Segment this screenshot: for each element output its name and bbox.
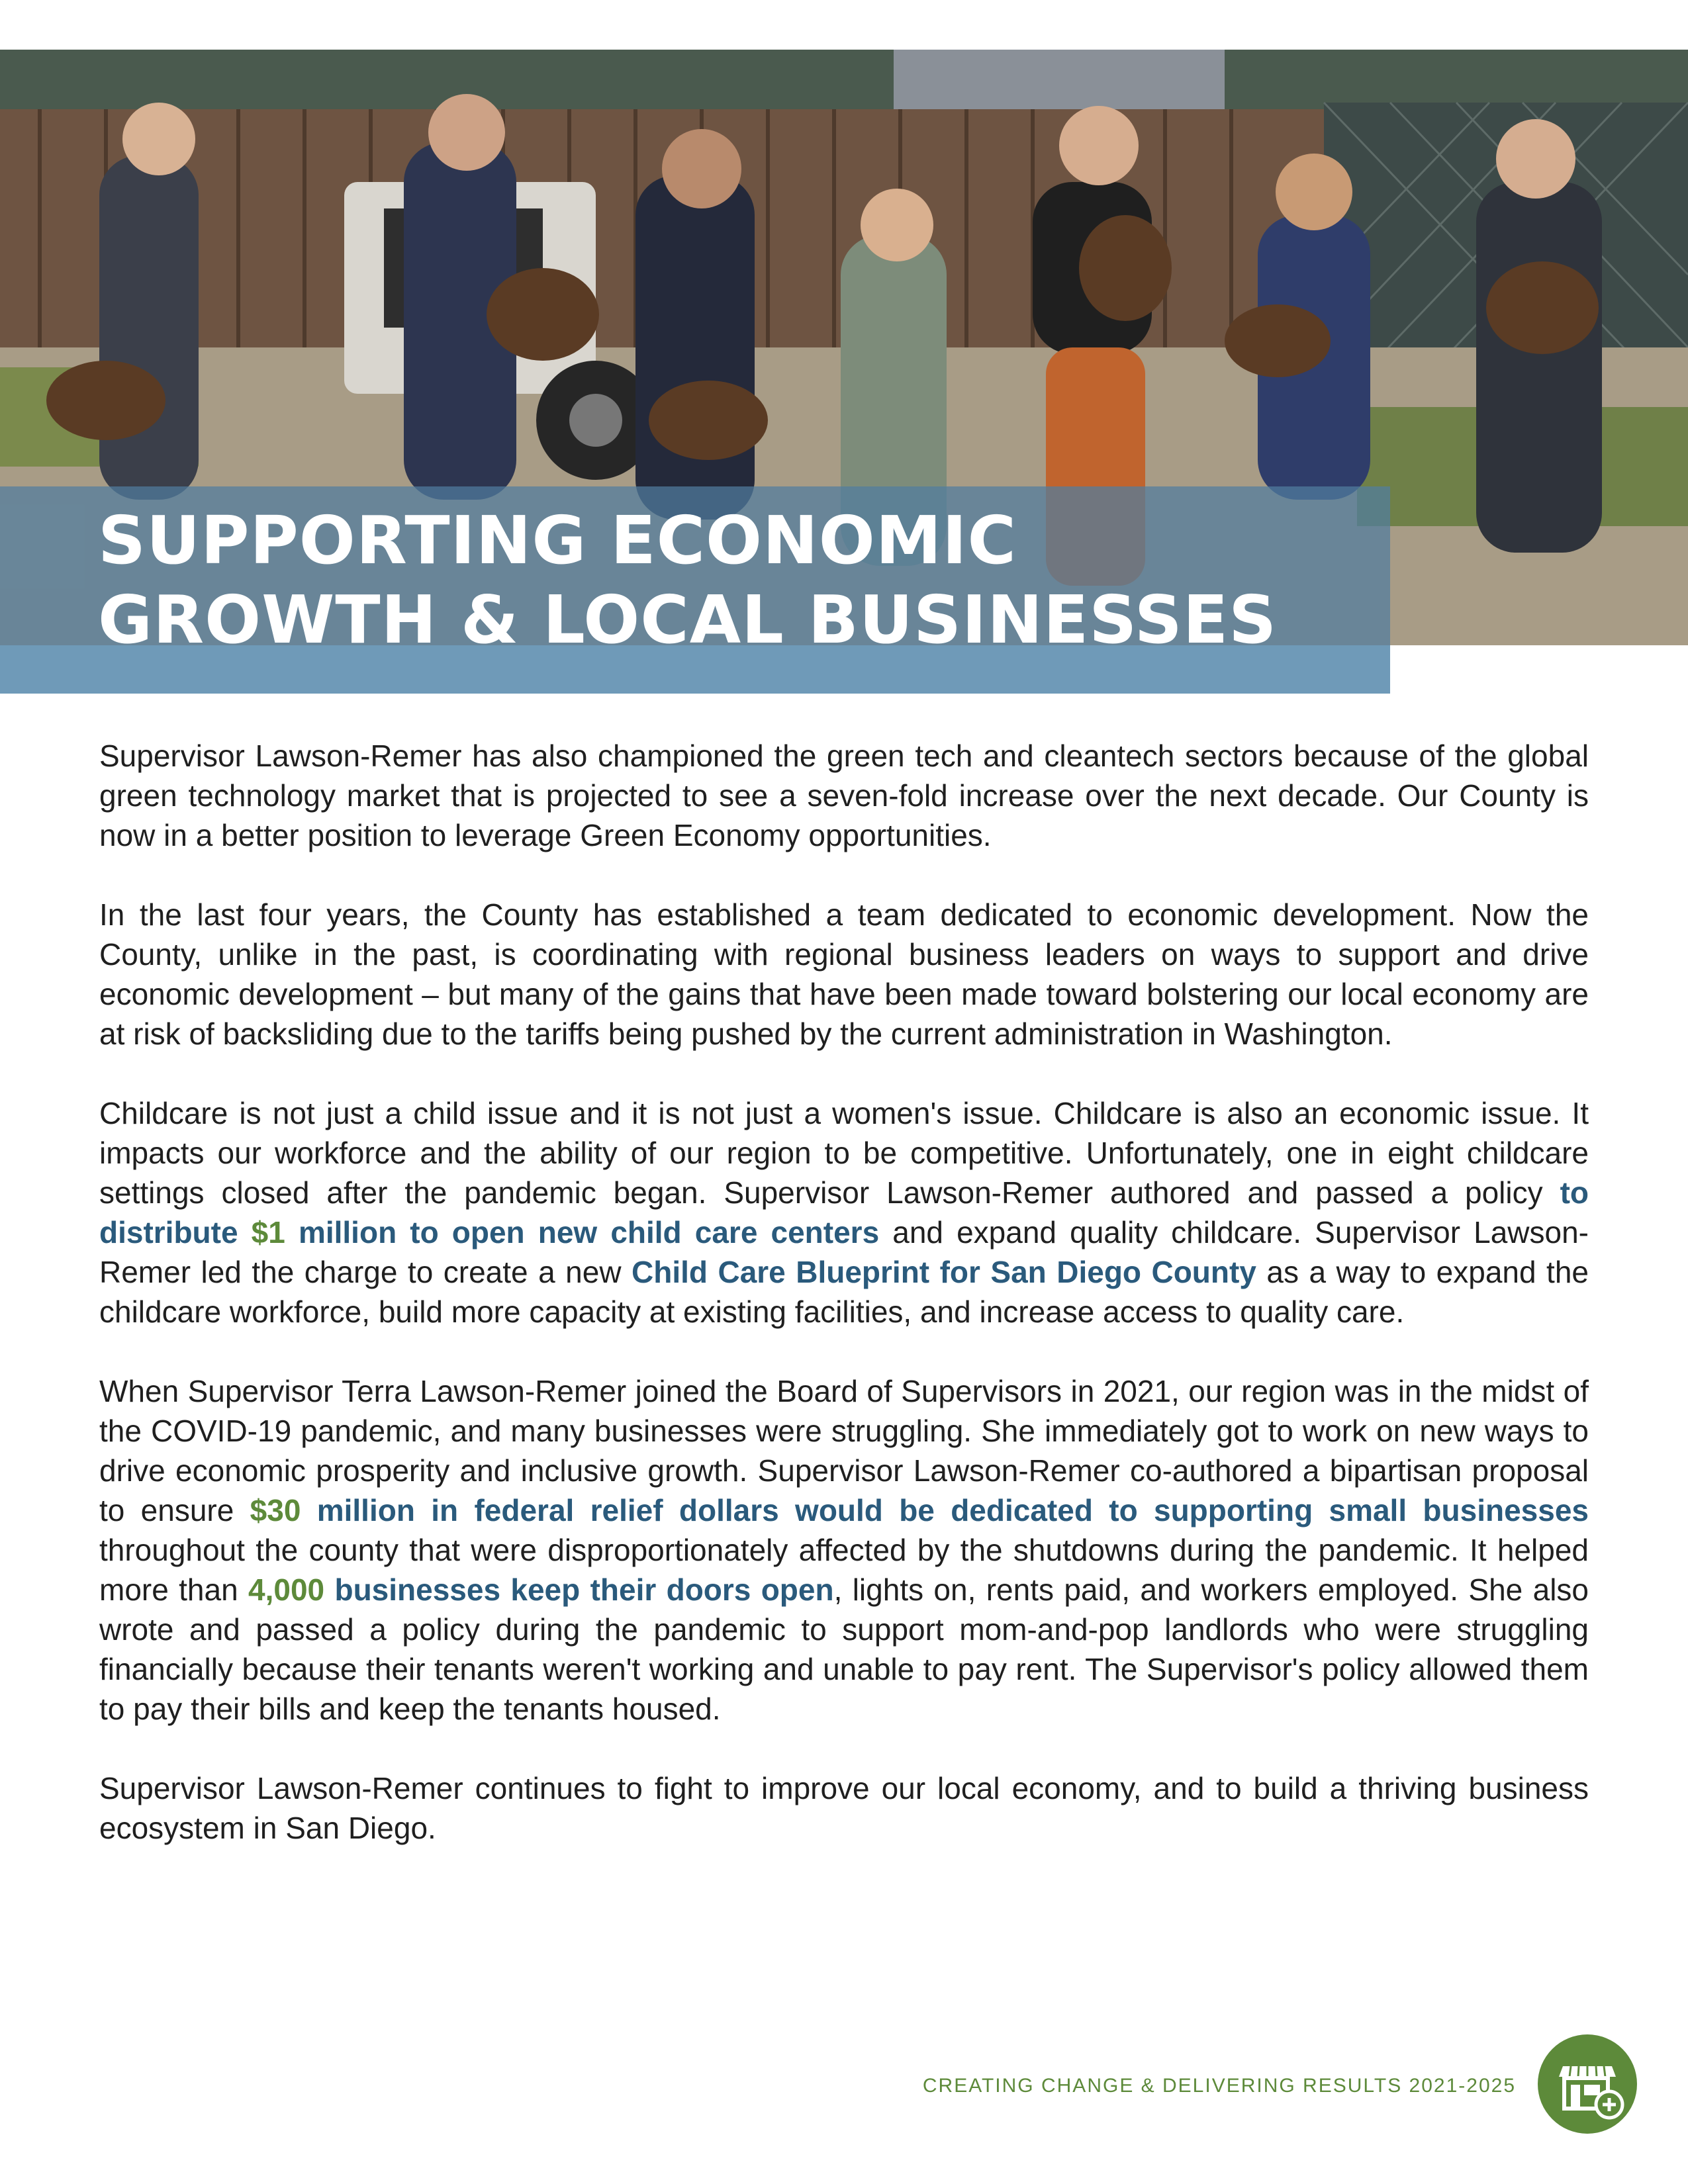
title-line-2: GROWTH & LOCAL BUSINESSES [98, 581, 1278, 659]
small-business-relief-link[interactable]: $30 million in federal relief dollars would be dedicated to supporting small businesses [250, 1493, 1589, 1527]
footer-label: CREATING CHANGE & DELIVERING RESULTS 2021-2025 [922, 2075, 1516, 2097]
paragraph-economic-development: In the last four years, the County has established a team dedicated to economic development. Now the County, unlike in the past, is coordinating with regional business leaders on ways to support and drive economic development – but many of the gains that have been made toward bolstering our local economy are at risk of backsliding due to the tariffs being pushed by the current administration in Washington. [99, 897, 1589, 1051]
paragraph-childcare [99, 1093, 1589, 1332]
text-run: When Supervisor Terra Lawson-Remer joined the Board of Supervisors in 2021, our region was in the midst of the COVID-19 pandemic, and many businesses were struggling. She immediately got to work on new ways to drive economic prosperity and inclusive growth. Supervisor Lawson-Remer co-authored a bipartisan proposal to ensure [99, 1374, 1589, 1527]
text-run: and expand quality childcare. Supervisor Lawson-Remer led the charge to create a new [99, 1215, 1589, 1289]
storefront-plus-icon [1538, 2034, 1637, 2134]
article-body [99, 736, 1589, 1888]
text-run: throughout the county that were disproportionately affected by the shutdowns during the pandemic. It helped more than [99, 1533, 1589, 1607]
text-run: as a way to expand the childcare workforce, build more capacity at existing facilities, and increase access to quality care. [99, 1255, 1589, 1329]
page-title [98, 501, 1277, 660]
text-run: , lights on, rents paid, and workers employed. She also wrote and passed a policy during the pandemic to support mom-and-pop landlords who were struggling financially because their tenants weren't working and unable to pay rent. The Supervisor's policy allowed them to pay their bills and keep the tenants housed. [99, 1572, 1589, 1726]
child-care-centers-link[interactable]: to distribute $1 million to open new child care centers [99, 1175, 1589, 1250]
businesses-open-link[interactable]: 4,000 businesses keep their doors open [248, 1572, 834, 1607]
paragraph-green-tech: Supervisor Lawson-Remer has also championed the green tech and cleantech sectors because of the global green technology market that is projected to see a seven-fold increase over the next decade. Our County is now in a better position to leverage Green Economy opportunities. [99, 739, 1589, 852]
child-care-blueprint-link[interactable]: Child Care Blueprint for San Diego County [632, 1255, 1256, 1289]
paragraph-covid-relief [99, 1371, 1589, 1729]
title-line-1: SUPPORTING ECONOMIC [98, 502, 1017, 579]
text-run: Childcare is not just a child issue and it is not just a women's issue. Childcare is also an economic issue. It impacts our workforce and the ability of our region to be competitive. Unfortunately, one in eight childcare settings closed after the pandemic began. Supervisor Lawson-Remer authored and passed a policy [99, 1096, 1589, 1210]
paragraph-closing: Supervisor Lawson-Remer continues to fight to improve our local economy, and to build a thriving business ecosystem in San Diego. [99, 1771, 1589, 1845]
